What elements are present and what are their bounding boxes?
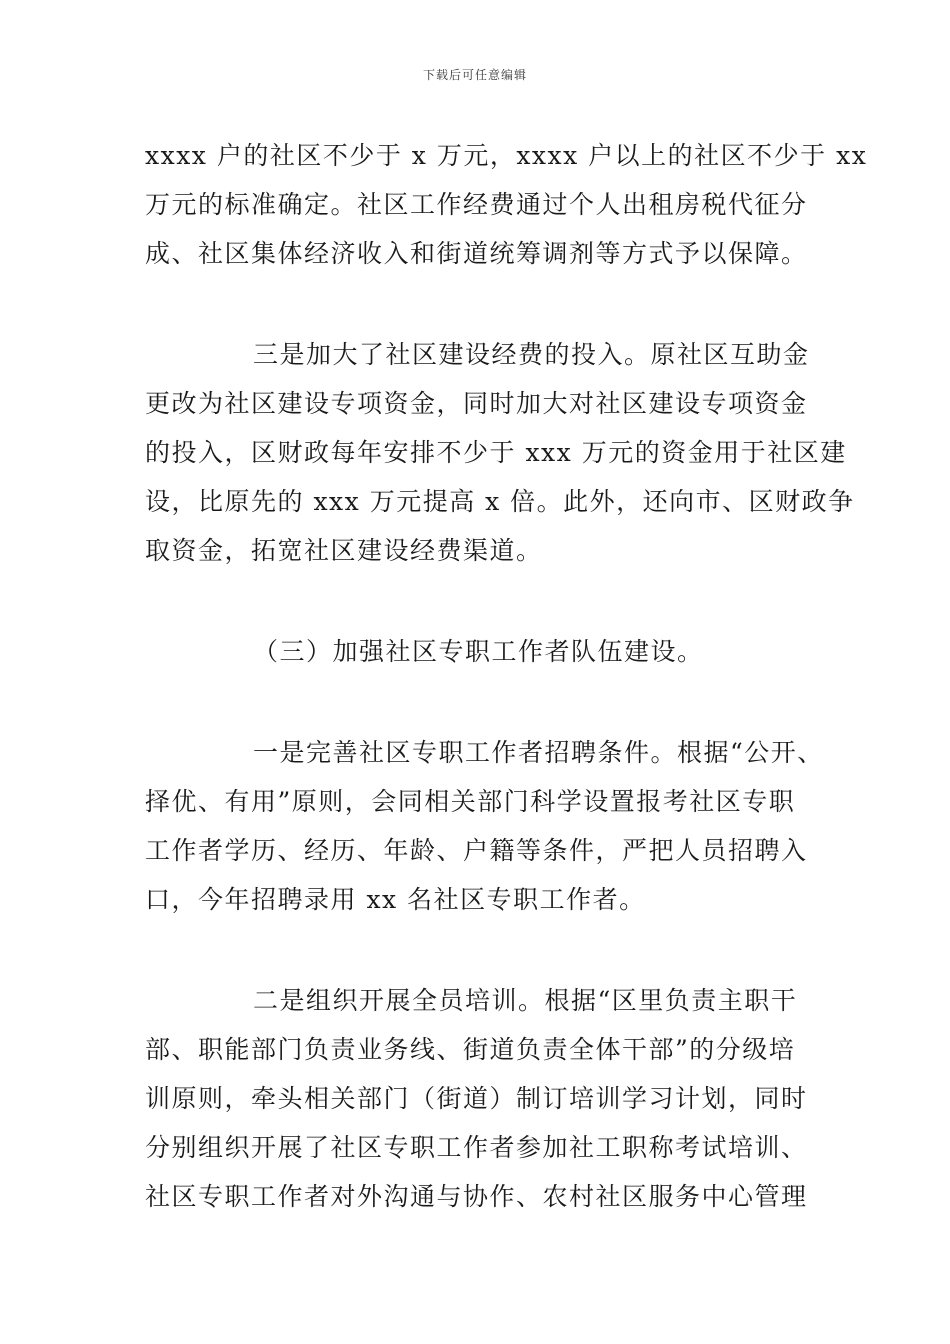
paragraph-line: 设，比原先的 xxx 万元提高 x 倍。此外，还向市、区财政争 <box>145 487 855 516</box>
paragraph-line: 的投入，区财政每年安排不少于 xxx 万元的资金用于社区建 <box>145 438 847 467</box>
paragraph-line: 一是完善社区专职工作者招聘条件。根据“公开、 <box>253 738 824 767</box>
paragraph-line: 训原则，牵头相关部门（街道）制订培训学习计划，同时 <box>145 1084 808 1113</box>
paragraph-line: 更改为社区建设专项资金，同时加大对社区建设专项资金 <box>145 389 808 418</box>
paragraph-line: 部、职能部门负责业务线、街道负责全体干部”的分级培 <box>145 1035 796 1064</box>
section-heading: （三）加强社区专职工作者队伍建设。 <box>253 637 704 666</box>
paragraph-line: 二是组织开展全员培训。根据“区里负责主职干 <box>253 986 798 1015</box>
page-header: 下载后可任意编辑 <box>422 68 527 82</box>
paragraph-line: 万元的标准确定。社区工作经费通过个人出租房税代征分 <box>145 190 808 219</box>
paragraph-line: 分别组织开展了社区专职工作者参加社工职称考试培训、 <box>145 1133 808 1162</box>
paragraph-line: 口，今年招聘录用 xx 名社区专职工作者。 <box>145 885 646 914</box>
paragraph-line: 取资金，拓宽社区建设经费渠道。 <box>145 536 543 565</box>
paragraph-line: 社区专职工作者对外沟通与协作、农村社区服务中心管理 <box>145 1182 808 1211</box>
paragraph-line: 三是加大了社区建设经费的投入。原社区互助金 <box>253 340 810 369</box>
paragraph-line: 工作者学历、经历、年龄、户籍等条件，严把人员招聘入 <box>145 836 808 865</box>
paragraph-line: 择优、有用”原则，会同相关部门科学设置报考社区专职 <box>145 787 796 816</box>
paragraph-line: 成、社区集体经济收入和街道统筹调剂等方式予以保障。 <box>145 239 808 268</box>
paragraph-line: xxxx 户的社区不少于 x 万元，xxxx 户以上的社区不少于 xx <box>145 141 868 170</box>
